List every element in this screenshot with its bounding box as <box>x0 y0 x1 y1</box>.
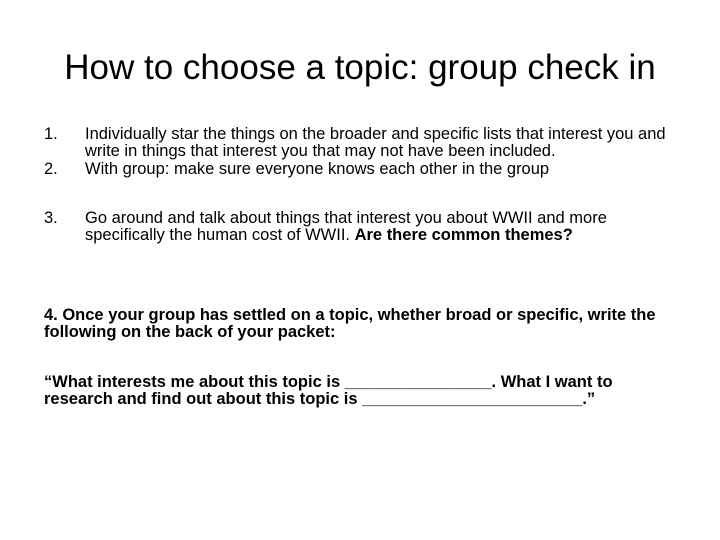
list-item <box>44 210 684 244</box>
quote-template: “What interests me about this topic is ________________. What I want to research and find out about this topic is ________________________.” <box>44 373 613 408</box>
list-item <box>44 161 684 178</box>
list-item-emphasis: Are there common themes? <box>354 226 573 244</box>
list-item-text: Individually star the things on the broader and specific lists that interest you and write in things that interest you that may not have been included. <box>85 125 666 160</box>
list-item-number: 1. <box>44 125 58 143</box>
list-item-text: With group: make sure everyone knows each other in the group <box>85 160 550 178</box>
step-4-paragraph: 4. Once your group has settled on a topic, whether broad or specific, write the following on the back of your packet: <box>44 306 656 341</box>
list-item <box>44 126 684 160</box>
list-item-number: 3. <box>44 209 58 227</box>
steps-list <box>44 126 684 244</box>
slide-title: How to choose a topic: group check in <box>64 48 656 87</box>
list-item-text: Go around and talk about things that interest you about WWII and more specifically the human cost of WWII. <box>85 209 607 244</box>
list-item-number: 2. <box>44 160 58 178</box>
